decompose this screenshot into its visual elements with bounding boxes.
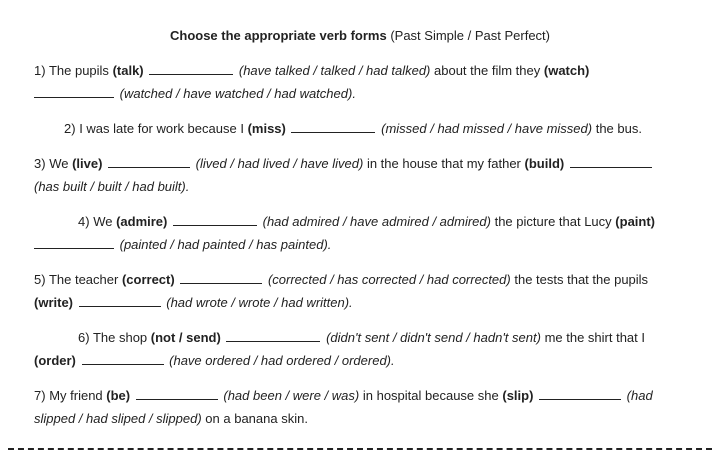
answer-blank[interactable] xyxy=(149,63,233,75)
item-5-line-1: 5) The teacher (correct) (corrected / has corrected / had corrected) the tests that the pupils xyxy=(34,272,649,287)
answer-blank[interactable] xyxy=(82,353,164,365)
item-7-line-1: 7) My friend (be) (had been / were / was) in hospital because she (slip) (had xyxy=(34,388,653,403)
answer-blank[interactable] xyxy=(180,272,262,284)
item-6-line-1: 6) The shop (not / send) (didn't sent / didn't send / hadn't sent) me the shirt that I xyxy=(78,330,645,345)
item-4-line-2: (painted / had painted / has painted). xyxy=(34,236,331,254)
answer-blank[interactable] xyxy=(34,237,114,249)
answer-blank[interactable] xyxy=(108,156,190,168)
answer-blank[interactable] xyxy=(34,86,114,98)
item-3-line-1: 3) We (live) (lived / had lived / have lived) in the house that my father (build) xyxy=(34,155,654,173)
item-4-line-1: 4) We (admire) (had admired / have admired / admired) the picture that Lucy (paint) xyxy=(78,214,656,229)
answer-blank[interactable] xyxy=(79,295,161,307)
answer-blank[interactable] xyxy=(226,330,320,342)
answer-blank[interactable] xyxy=(570,156,652,168)
answer-blank[interactable] xyxy=(173,214,257,226)
answer-blank[interactable] xyxy=(291,121,375,133)
item-3-line-2: (has built / built / had built). xyxy=(34,179,190,194)
item-7-line-2: slipped / had sliped / slipped) on a banana skin. xyxy=(34,411,308,426)
item-1-line-1: 1) The pupils (talk) (have talked / talked / had talked) about the film they (watch) xyxy=(34,63,590,78)
item-1-line-2: (watched / have watched / had watched). xyxy=(34,85,356,103)
item-2-line-1: 2) I was late for work because I (miss) (missed / had missed / have missed) the bus. xyxy=(64,121,642,136)
title-main: Choose the appropriate verb forms xyxy=(169,28,387,43)
dashed-divider xyxy=(8,448,712,450)
page-title xyxy=(0,27,720,45)
item-5-line-2: (write) (had wrote / wrote / had written). xyxy=(34,295,353,310)
answer-blank[interactable] xyxy=(136,388,218,400)
item-6-line-2: (order) (have ordered / had ordered / ordered). xyxy=(34,353,395,368)
title-subtitle: (Past Simple / Past Perfect) xyxy=(390,28,550,43)
answer-blank[interactable] xyxy=(539,388,621,400)
